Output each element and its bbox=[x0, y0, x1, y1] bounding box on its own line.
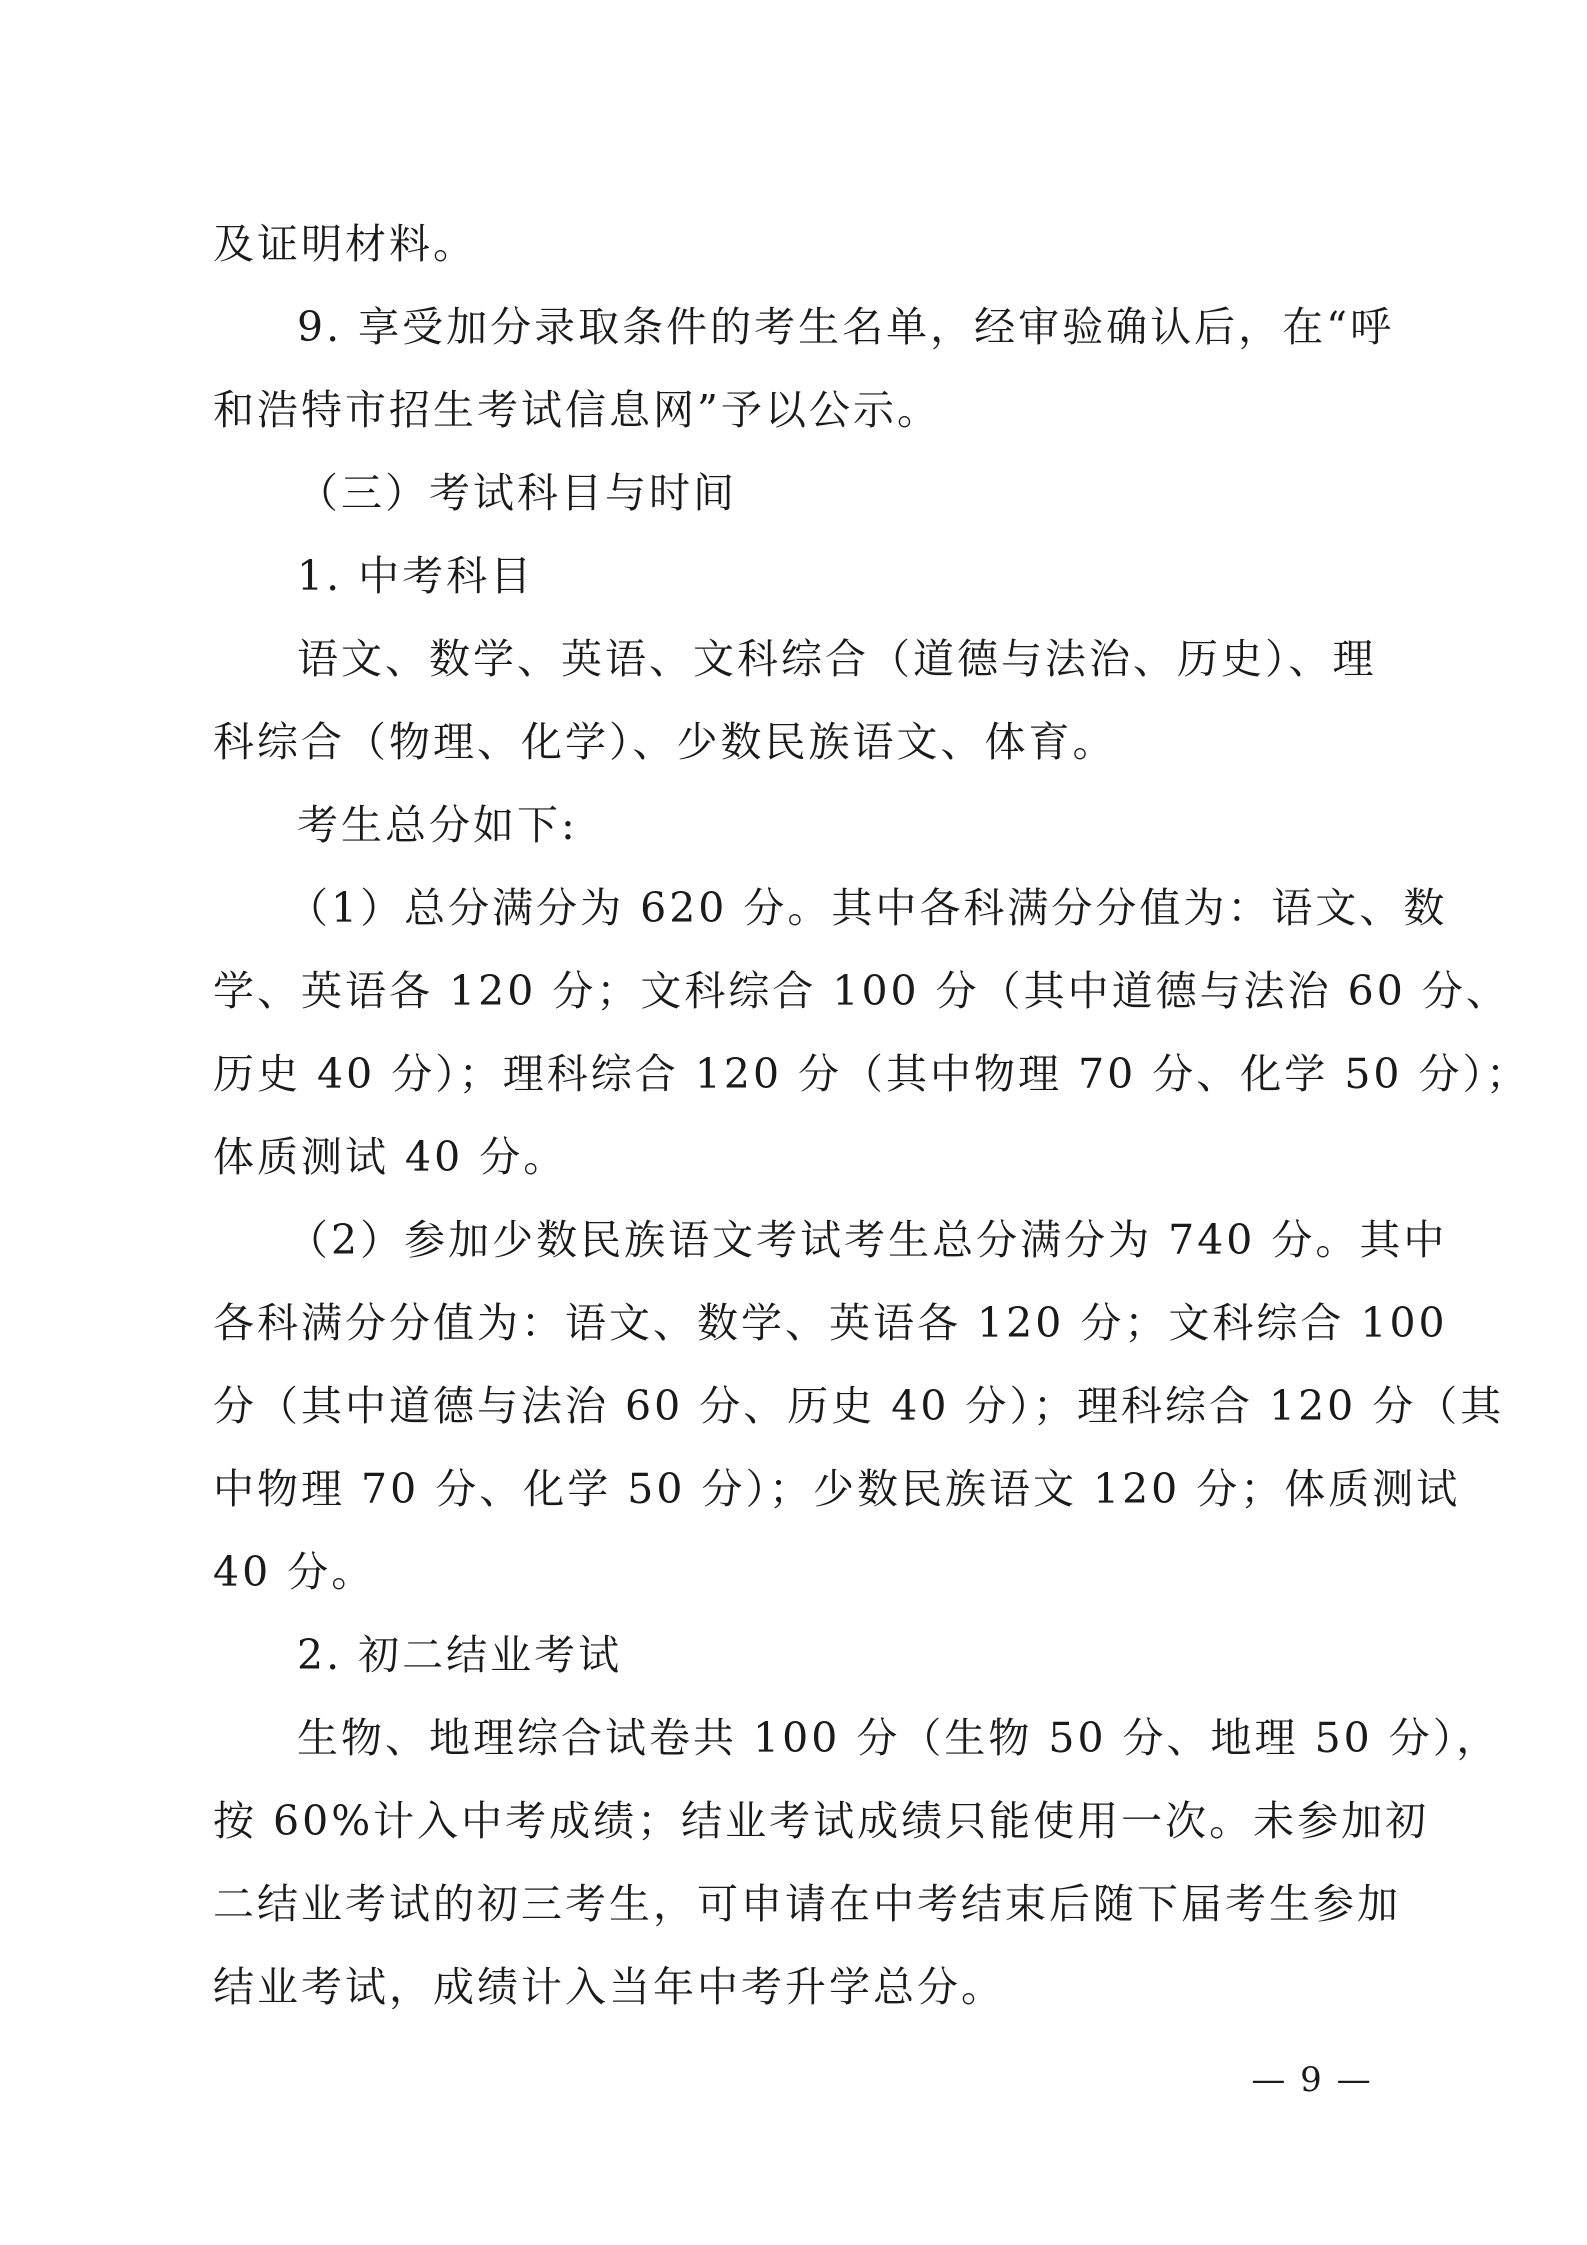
text-line: 体质测试 40 分。 bbox=[213, 1133, 568, 1181]
text-line: 考生总分如下: bbox=[297, 801, 578, 849]
text-line: 和浩特市招生考试信息网”予以公示。 bbox=[213, 386, 941, 434]
text-line: 9. 享受加分录取条件的考生名单，经审验确认后，在“呼 bbox=[297, 303, 1395, 351]
text-line: 分（其中道德与法治 60 分、历史 40 分）；理科综合 120 分（其 bbox=[213, 1382, 1505, 1430]
text-line: 生物、地理综合试卷共 100 分（生物 50 分、地理 50 分）， bbox=[297, 1714, 1501, 1762]
text-line: 按 60%计入中考成绩；结业考试成绩只能使用一次。未参加初 bbox=[213, 1797, 1430, 1845]
text-line: （2）参加少数民族语文考试考生总分满分为 740 分。其中 bbox=[287, 1216, 1448, 1264]
text-line: 语文、数学、英语、文科综合（道德与法治、历史）、理 bbox=[297, 635, 1377, 683]
text-line: 中物理 70 分、化学 50 分）；少数民族语文 120 分；体质测试 bbox=[213, 1465, 1461, 1513]
subsection-heading: 1. 中考科目 bbox=[297, 552, 535, 600]
text-line: 各科满分分值为：语文、数学、英语各 120 分；文科综合 100 bbox=[213, 1299, 1448, 1347]
text-line: （1）总分满分为 620 分。其中各科满分分值为：语文、数 bbox=[287, 884, 1448, 932]
text-line: 二结业考试的初三考生，可申请在中考结束后随下届考生参加 bbox=[213, 1880, 1401, 1928]
text-line: 学、英语各 120 分；文科综合 100 分（其中道德与法治 60 分、 bbox=[213, 967, 1510, 1015]
subsection-heading: 2. 初二结业考试 bbox=[297, 1631, 623, 1679]
text-line: 历史 40 分）；理科综合 120 分（其中物理 70 分、化学 50 分）； bbox=[213, 1050, 1531, 1098]
text-line: 科综合（物理、化学）、少数民族语文、体育。 bbox=[213, 718, 1117, 766]
text-line: 及证明材料。 bbox=[213, 220, 477, 268]
document-body bbox=[213, 203, 1531, 2029]
page-number: — 9 — bbox=[1251, 2060, 1373, 2100]
text-line: 40 分。 bbox=[213, 1548, 376, 1596]
section-heading: （三）考试科目与时间 bbox=[297, 469, 737, 517]
text-line: 结业考试，成绩计入当年中考升学总分。 bbox=[213, 1963, 1005, 2011]
